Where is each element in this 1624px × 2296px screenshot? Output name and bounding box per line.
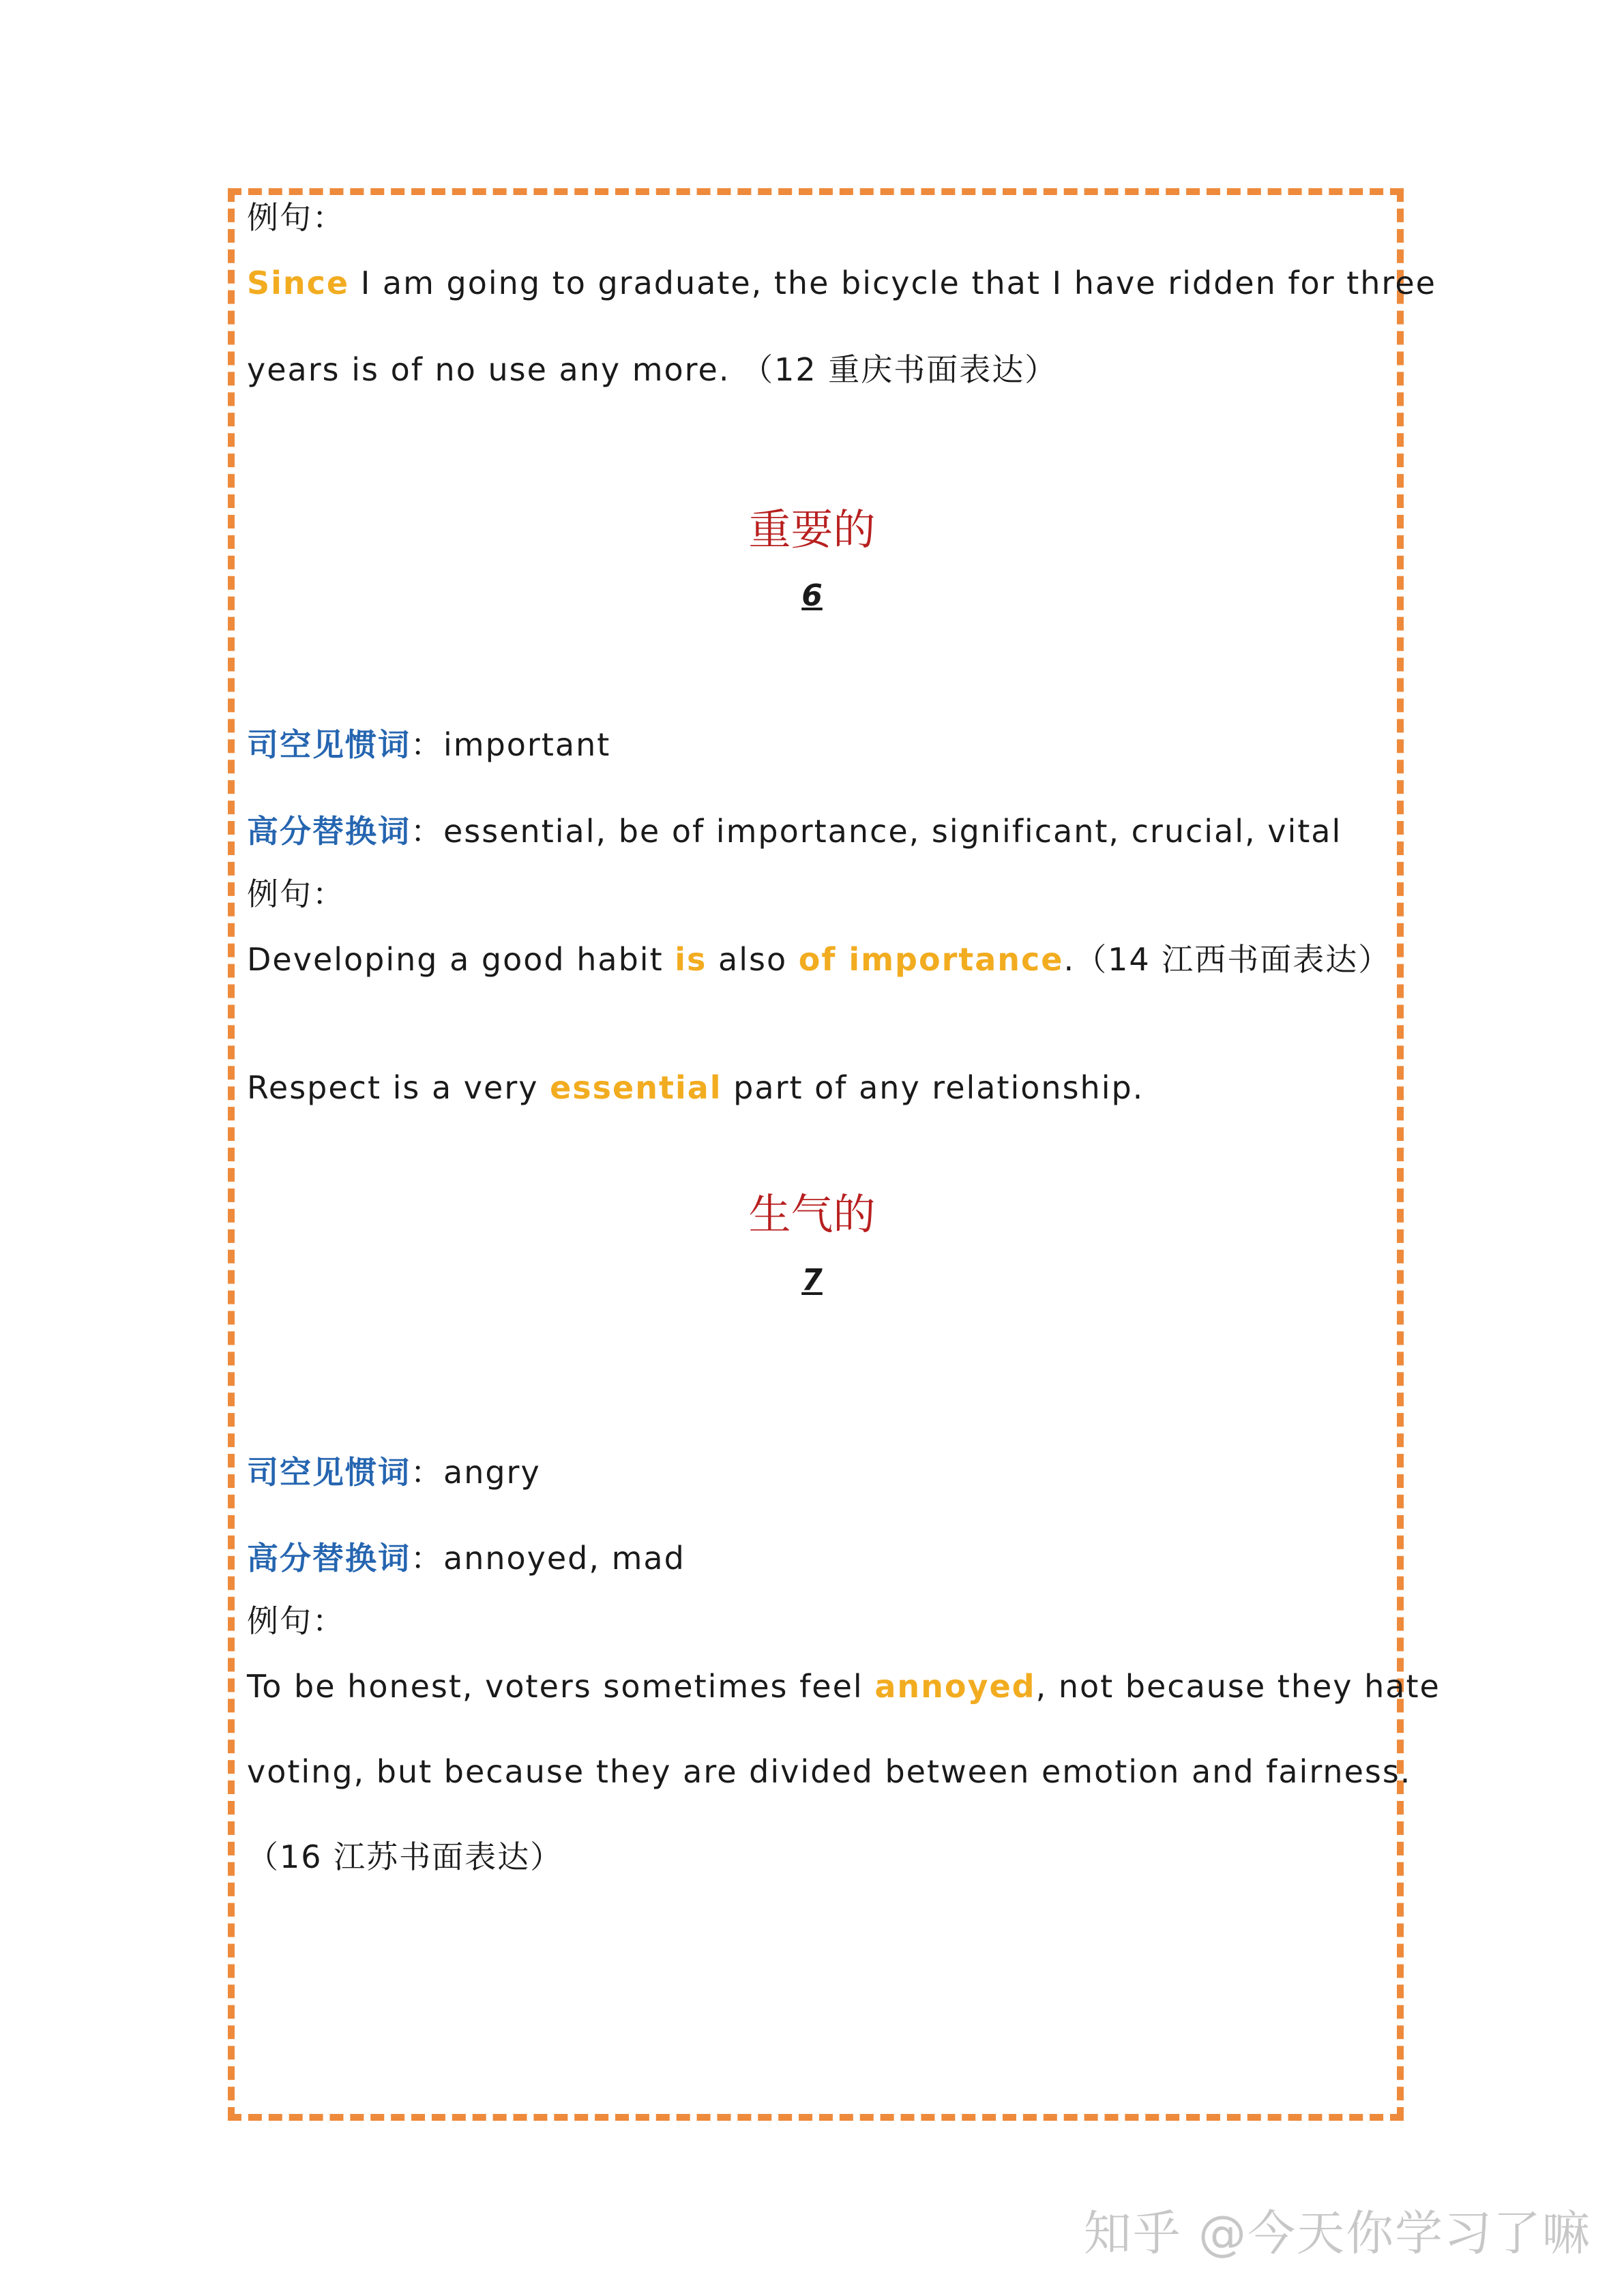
example-sentence-line [247,941,1391,978]
highlight-word: annoyed [874,1668,1036,1705]
highlight-word: Since [247,265,350,301]
highlight-word: essential [550,1069,722,1106]
sentence-text: I am going to graduate, the bicycle that I have ridden for three [349,265,1436,301]
advanced-words: annoyed, mad [443,1540,685,1577]
section-title: 重要的 [748,505,876,554]
example-sentence-line [247,267,1436,299]
example-sentence-line [247,351,1058,388]
example-label: 例句： [247,199,345,236]
sentence-text: years is of no use any more. [247,351,730,388]
colon: ： [411,1540,443,1577]
common-word: important [443,726,611,763]
common-word-label: 司空见惯词 [247,1454,411,1491]
advanced-words: essential, be of importance, significant, crucial, vital [443,813,1342,850]
colon: ： [411,726,443,763]
colon: ： [411,813,443,850]
advanced-word-label: 高分替换词 [247,1540,411,1577]
common-word: angry [443,1454,541,1491]
dashed-content-frame [228,188,1404,2121]
section-number: 6 [801,578,823,613]
sentence-text: also [707,941,799,978]
sentence-text: Developing a good habit [247,941,675,978]
section-title: 生气的 [748,1189,876,1239]
advanced-word-row [247,813,1342,850]
source-note: （16 江苏书面表达） [247,1838,563,1875]
common-word-label: 司空见惯词 [247,726,411,763]
sentence-text: , not because they hate [1035,1668,1441,1705]
sentence-text: .（14 江西书面表达） [1063,941,1391,978]
source-note: （12 重庆书面表达） [741,351,1058,388]
sentence-text: part of any relationship. [722,1069,1145,1106]
advanced-word-label: 高分替换词 [247,813,411,850]
highlight-word: is [675,941,707,978]
colon: ： [411,1454,443,1491]
example-sentence-line: voting, but because they are divided between emotion and fairness. [247,1753,1412,1790]
section-number: 7 [801,1263,823,1298]
example-label: 例句： [247,1602,345,1639]
sentence-text: Respect is a very [247,1069,550,1106]
highlight-word: of importance [798,941,1064,978]
advanced-word-row [247,1540,685,1577]
example-sentence-line [247,1069,1145,1106]
common-word-row [247,1454,541,1491]
example-label: 例句： [247,876,345,912]
sentence-text: To be honest, voters sometimes feel [247,1668,875,1705]
zhihu-watermark: 知乎 @今天你学习了嘛 [1083,2205,1591,2261]
example-sentence-line [247,1668,1441,1705]
common-word-row [247,726,611,763]
